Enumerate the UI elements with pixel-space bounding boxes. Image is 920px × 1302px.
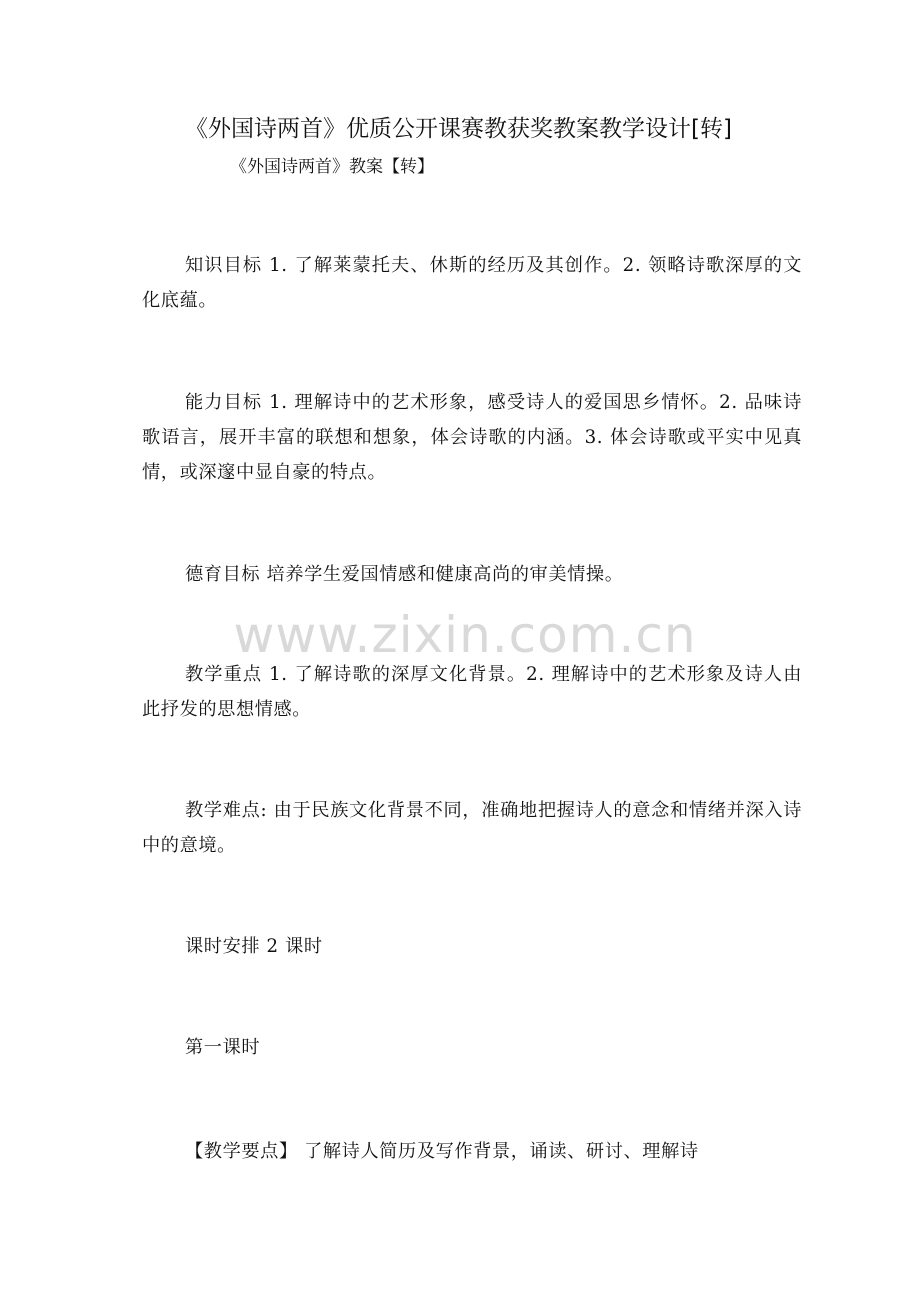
paragraph-first-lesson: 第一课时 bbox=[185, 1037, 261, 1058]
paragraph-teaching-points: 【教学要点】 了解诗人简历及写作背景，诵读、研讨、理解诗 bbox=[185, 1141, 699, 1162]
document-subtitle: 《外国诗两首》教案【转】 bbox=[230, 157, 434, 177]
document-title: 《外国诗两首》优质公开课赛教获奖教案教学设计[转] bbox=[185, 116, 732, 142]
paragraph-key-points: 教学重点 1. 了解诗歌的深厚文化背景。2. 理解诗中的艺术形象及诗人由此抒发的思想情感。 bbox=[142, 664, 802, 720]
paragraph-schedule: 课时安排 2 课时 bbox=[185, 936, 323, 957]
paragraph-difficult-points: 教学难点: 由于民族文化背景不同，准确地把握诗人的意念和情绪并深入诗中的意境。 bbox=[142, 800, 802, 856]
paragraph-moral-goals: 德育目标 培养学生爱国情感和健康高尚的审美情操。 bbox=[185, 564, 624, 585]
paragraph-ability-goals: 能力目标 1. 理解诗中的艺术形象，感受诗人的爱国思乡情怀。2. 品味诗歌语言，展开丰富的联想和想象，体会诗歌的内涵。3. 体会诗歌或平实中见真情，或深邃中显自豪的特点。 bbox=[142, 392, 802, 483]
watermark-text: www.zixin.com.cn bbox=[233, 606, 697, 664]
paragraph-knowledge-goals: 知识目标 1. 了解莱蒙托夫、休斯的经历及其创作。2. 领略诗歌深厚的文化底蕴。 bbox=[142, 255, 802, 311]
